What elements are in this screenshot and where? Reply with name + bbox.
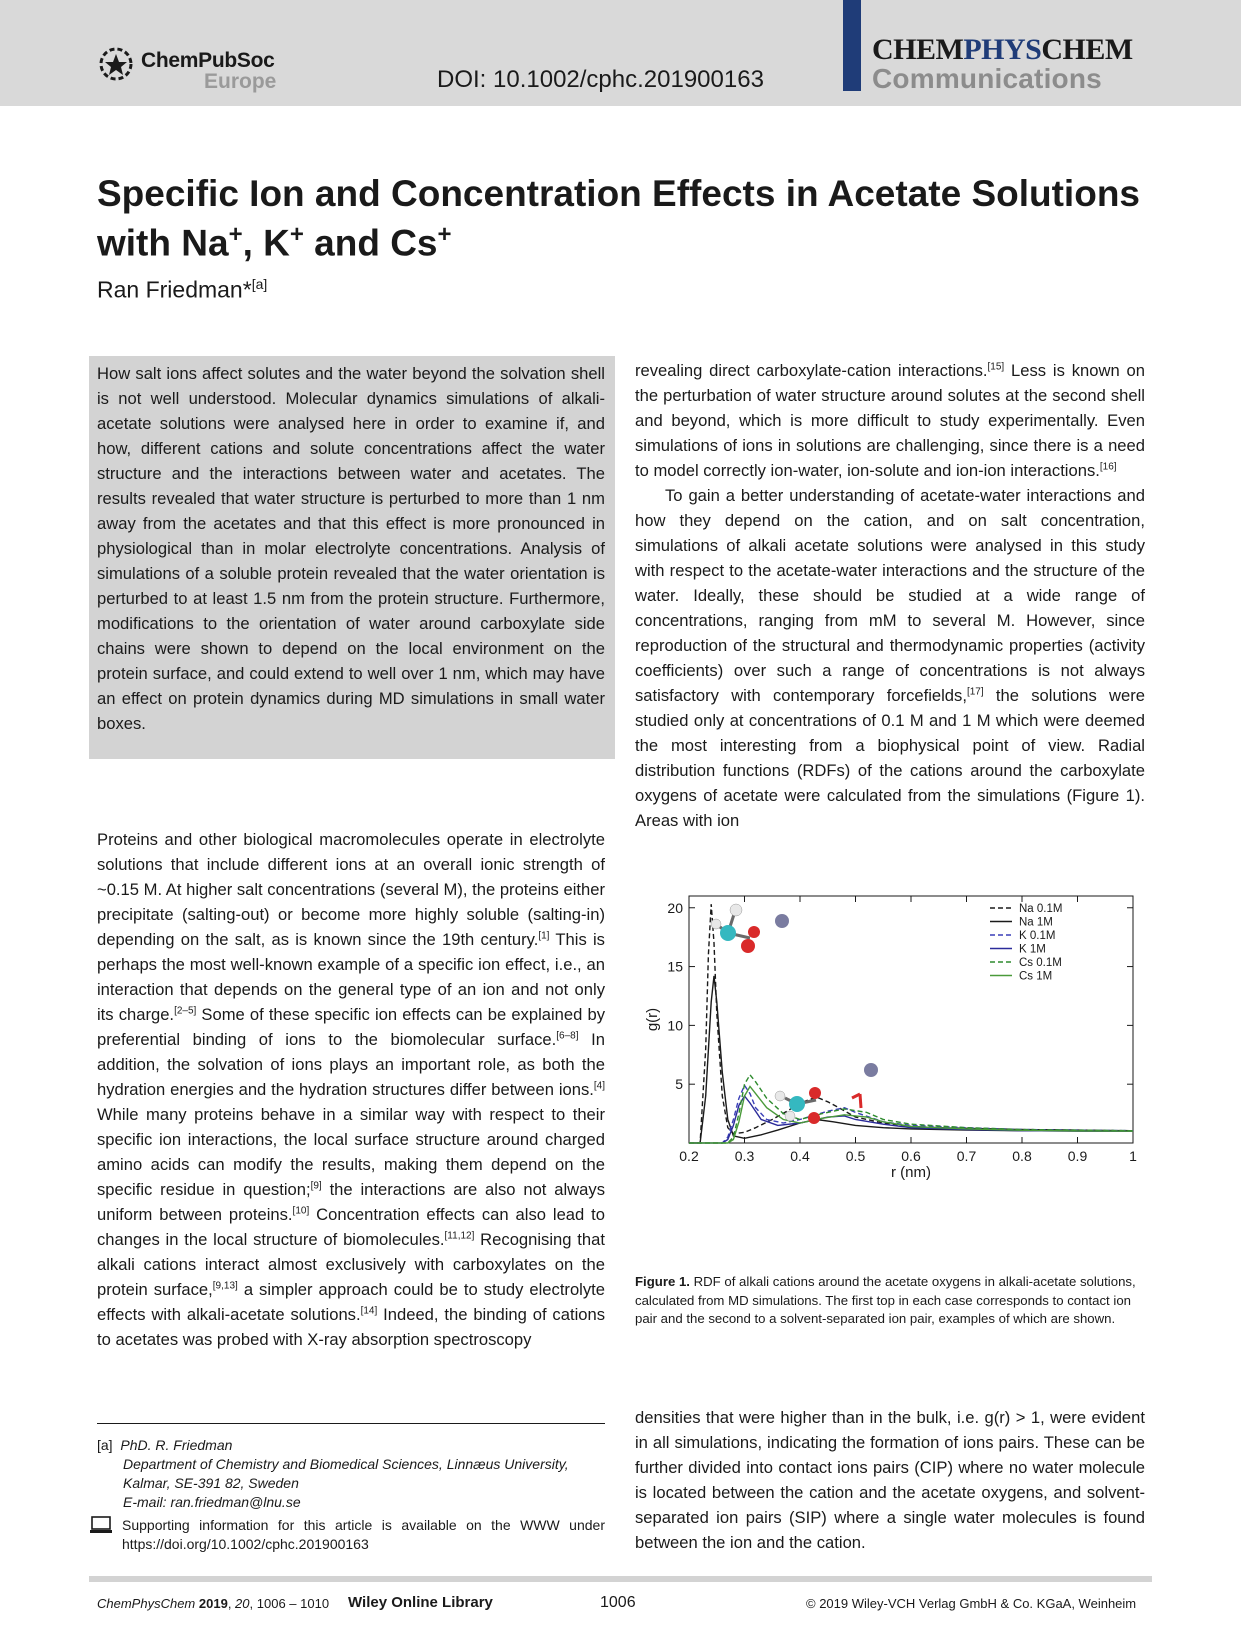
paragraph: To gain a better understanding of acetate-water interactions and how they depend on the cation, and on salt concentration, simulations of alkali acetate solutions were analysed in this study with respect to the acetate-water interactions and the structure of the water. Ideally, these should be studied at a wide range of concentrations, ranging from mM to several M. However, since reproduction of the structural and thermodynamic properties (activity coefficients) over such a range of concentrations is not always satisfactory with contemporary forcefields,[17] the solutions were studied only at concentrations of 0.1 M and 1 M which were deemed the most interesting from a biophysical point of view. Radial distribution functions (RDFs) of the cations around the carboxylate oxygens of acetate were calculated from the simulations (Figure 1). Areas with ion (635, 486, 1145, 830)
body-left-column (97, 827, 605, 1352)
publisher-region: Europe (204, 70, 277, 93)
series-line-cs-0-1m (689, 1075, 1133, 1143)
citation-ref[interactable]: [1] (538, 930, 550, 942)
citation-ref[interactable]: [10] (292, 1205, 310, 1217)
x-tick-label: 0.7 (956, 1148, 977, 1164)
paragraph: densities that were higher than in the bulk, i.e. g(r) > 1, were evident in all simulations, indicating the formation of ions pairs. These can be further divided into contact ions pairs (CIP) where no water molecule is located between the cation and the acetate oxygens, and solvent-separated ion pairs (SIP) where a single water molecules is found between the ion and the cation. (635, 1408, 1145, 1552)
citation-ref[interactable]: [16] (1099, 461, 1117, 473)
legend-label: K 0.1M (1019, 930, 1056, 942)
x-tick-label: 0.3 (734, 1148, 755, 1164)
citation-ref[interactable]: [17] (966, 686, 984, 698)
rdf-figure (630, 888, 1160, 1260)
y-axis-label: g(r) (644, 1007, 661, 1032)
affiliation-footnote: [a] PhD. R. Friedman Department of Chemistry and Biomedical Sciences, Linnæus University, Kalmar, SE-391 82, Sweden E-mail: ran.friedman@lnu.se (97, 1436, 605, 1512)
contact-ion-pair-icon (711, 904, 789, 953)
y-tick-label: 20 (667, 899, 683, 916)
legend-label: Cs 1M (1019, 970, 1053, 983)
y-tick-label: 10 (667, 1017, 683, 1034)
citation-ref[interactable]: [9,13] (212, 1280, 238, 1292)
x-tick-label: 0.6 (901, 1148, 921, 1164)
wiley-online-library-link[interactable]: Wiley Online Library (348, 1594, 493, 1611)
footer-citation: ChemPhysChem 2019, 20, 1006 – 1010 (97, 1596, 330, 1611)
citation-ref[interactable]: [6–8] (556, 1030, 579, 1042)
x-tick-label: 0.4 (790, 1148, 810, 1164)
x-axis-label: r (nm) (891, 1164, 931, 1181)
figure-caption: Figure 1. RDF of alkali cations around the acetate oxygens in alkali-acetate solutions, calculated from MD simulations. The first top in each case corresponds to contact ion pair and the second to a solvent-separated ion pair, examples of which are shown. (635, 1274, 1136, 1326)
paragraph: revealing direct carboxylate-cation interactions.[15] Less is known on the perturbation of water structure around solutes at the second shell and beyond, which is more difficult to study experimentally. Even simulations of ions in solutions are challenging, since there is a need to model correctly ion-water, ion-solute and ion-ion interactions.[16] (635, 361, 1145, 480)
journal-accent-bar (843, 0, 861, 91)
supporting-info-note: Supporting information for this article is available on the WWW under https://doi.org/10.1002/cphc.201900163 (122, 1517, 605, 1552)
page-number: 1006 (600, 1594, 636, 1611)
legend-label: Cs 0.1M (1019, 957, 1062, 969)
series-line-cs-1m (689, 1087, 1133, 1144)
footer-bar (89, 1576, 1152, 1582)
abstract-box (89, 356, 615, 759)
legend-label: Na 1M (1019, 916, 1053, 929)
abstract-text: How salt ions affect solutes and the water beyond the solvation shell is not well understood. Molecular dynamics simulations of alkali-acetate solutions were analysed here in order to examine if, and how, different cations and solute concentrations affect the water structure and the interactions between water and acetates. The results revealed that water structure is perturbed to more than 1 nm away from the acetates and that this effect is more pronounced in physiological than in molar electrolyte concentrations. Analysis of simulations of a soluble protein revealed that the water orientation is perturbed to at least 1.5 nm from the protein structure. Furthermore, modifications to the orientation of water around carboxylate side chains were shown to depend on the local environment on the protein surface, and could extend to well over 1 nm, which may have an effect on protein dynamics during MD simulations in small water boxes. (97, 364, 605, 733)
citation-ref[interactable]: [14] (360, 1305, 378, 1317)
publisher-name: ChemPubSoc (141, 49, 275, 72)
article-title: Specific Ion and Concentration Effects in Acetate Solutions with Na+, K+ and Cs+ (97, 173, 1140, 264)
computer-icon (89, 1516, 113, 1534)
y-tick-label: 5 (675, 1076, 683, 1093)
intro-paragraph: Proteins and other biological macromolecules operate in electrolyte solutions that include different ions at an overall ionic strength of ~0.15 M. At higher salt concentrations (several M), the proteins either precipitate (salting-out) or become more highly soluble (salting-in) depending on the salt, as is known since the 19th century.[1] This is perhaps the most well-known example of a specific ion effect, i.e., an interaction that depends on the general type of an ion and not only its charge.[2–5] Some of these specific ion effects can be explained by preferential binding of ions to the biomolecular surface.[6–8] In addition, the solvation of ions plays an important role, as both the hydration energies and the hydration structures differ between ions.[4] While many proteins behave in a similar way with respect to their specific ion interactions, the local surface structure around charged amino acids can modify the results, making them depend on the specific residue in question;[9] the interactions are also not always uniform between proteins.[10] Concentration effects can also lead to changes in the local structure of biomolecules.[11,12] Recognising that alkali cations interact almost exclusively with carboxylates on the protein surface,[9,13] a simpler approach could be to study electrolyte effects with alkali-acetate solutions.[14] Indeed, the binding of cations to acetates was probed with X-ray absorption spectroscopy (97, 830, 606, 1349)
footnote-rule (97, 1423, 605, 1424)
body-right-column-bottom (635, 1405, 1145, 1555)
x-tick-label: 0.2 (679, 1148, 699, 1164)
doi-link[interactable]: DOI: 10.1002/cphc.201900163 (437, 66, 764, 93)
molecule-illustrations (711, 904, 878, 1124)
citation-ref[interactable]: [4] (593, 1080, 605, 1092)
series-line-na-1m (689, 976, 1133, 1143)
author-email[interactable]: E-mail: ran.friedman@lnu.se (123, 1494, 301, 1510)
citation-ref[interactable]: [2–5] (174, 1005, 197, 1017)
x-tick-label: 1 (1129, 1148, 1137, 1164)
x-tick-label: 0.9 (1067, 1148, 1088, 1164)
copyright: © 2019 Wiley-VCH Verlag GmbH & Co. KGaA, Weinheim (806, 1596, 1137, 1611)
x-tick-label: 0.8 (1012, 1148, 1032, 1164)
journal-name: CHEMPHYSCHEM (872, 33, 1133, 66)
citation-ref[interactable]: [11,12] (444, 1230, 475, 1242)
x-tick-label: 0.5 (845, 1148, 866, 1164)
author-name: Ran Friedman*[a] (97, 276, 268, 303)
chempubsoc-logo-icon (96, 44, 136, 84)
citation-ref[interactable]: [9] (310, 1180, 322, 1192)
legend-label: Na 0.1M (1019, 903, 1063, 915)
body-right-column-top (635, 358, 1145, 833)
journal-section: Communications (872, 63, 1102, 94)
legend-label: K 1M (1019, 943, 1046, 956)
y-tick-label: 15 (667, 958, 683, 975)
citation-ref[interactable]: [15] (987, 361, 1005, 373)
